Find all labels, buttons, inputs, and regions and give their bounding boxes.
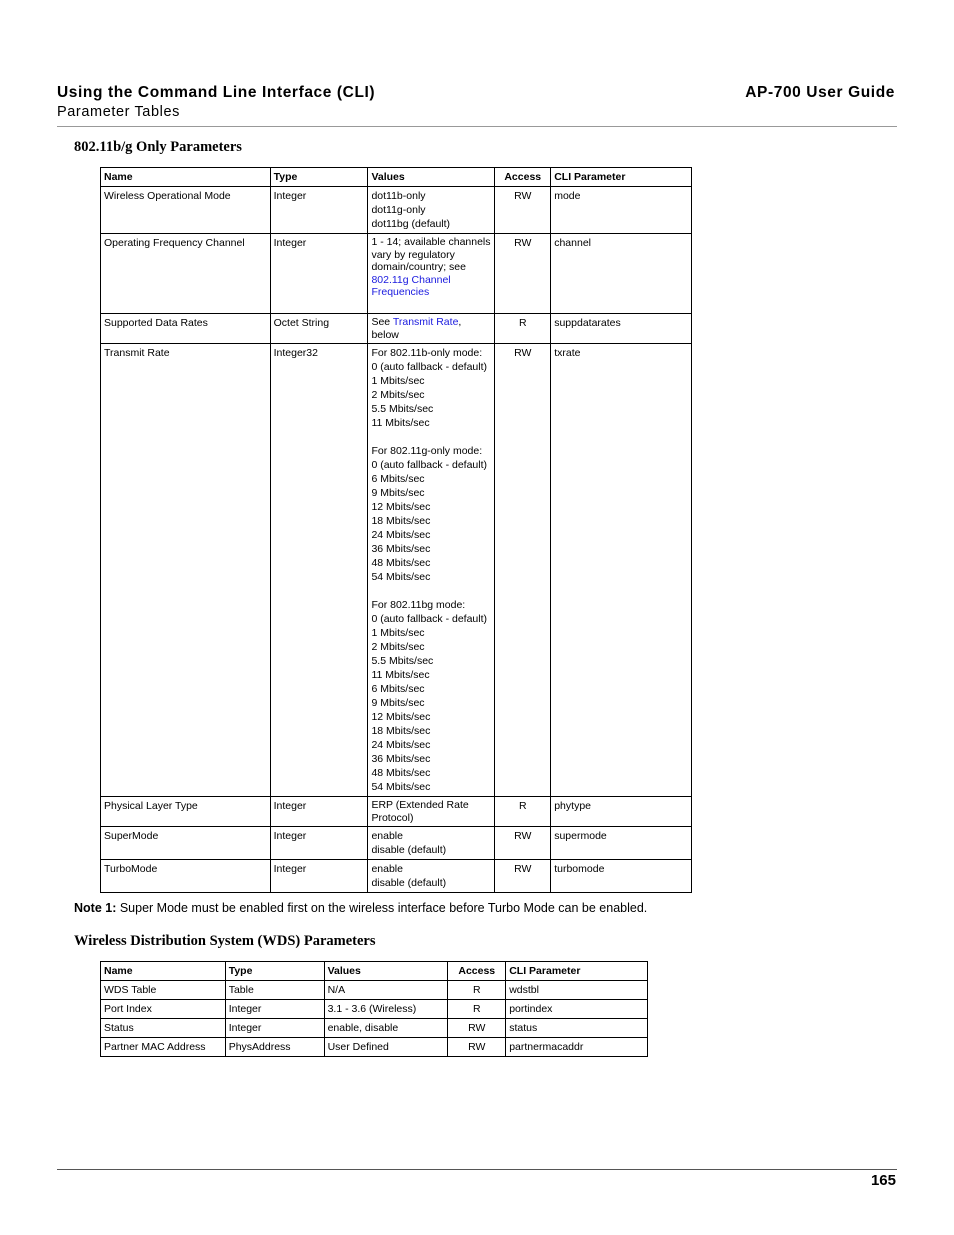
table-row: [101, 1019, 648, 1038]
cell-values: [368, 234, 495, 314]
table-row: [101, 797, 692, 827]
cell-access: R: [495, 797, 551, 827]
table-row: [101, 344, 692, 797]
cell-values: User Defined: [324, 1038, 448, 1057]
cell-cli: wdstbl: [506, 981, 648, 1000]
cell-values: ERP (Extended Rate Protocol): [368, 797, 495, 827]
table-row: [101, 314, 692, 344]
table-row: [101, 860, 692, 893]
cell-type: Integer: [270, 827, 368, 860]
column-header-type: Type: [225, 962, 324, 981]
table-row: [101, 827, 692, 860]
table-wds-parameters: [100, 961, 648, 1057]
cell-name: Operating Frequency Channel: [101, 234, 271, 314]
cell-type: Integer: [270, 187, 368, 234]
cell-values: For 802.11b-only mode: 0 (auto fallback - default) 1 Mbits/sec 2 Mbits/sec 5.5 Mbits/sec 11 Mbits/sec For 802.11g-only mode: 0 (auto fallback - default) 6 Mbits/sec 9 Mbits/sec 12 Mbits/sec 18 Mbits/sec 24 Mbits/sec 36 Mbits/sec 48 Mbits/sec 54 Mbits/sec For 802.11bg mode: 0 (auto fallback - default) 1 Mbits/sec 2 Mbits/sec 5.5 Mbits/sec 11 Mbits/sec 6 Mbits/sec 9 Mbits/sec 12 Mbits/sec 18 Mbits/sec 24 Mbits/sec 36 Mbits/sec 48 Mbits/sec 54 Mbits/sec: [368, 344, 495, 797]
cell-type: Integer32: [270, 344, 368, 797]
table2-title: Wireless Distribution System (WDS) Parameters: [74, 933, 376, 949]
cell-cli: supermode: [551, 827, 692, 860]
cell-name: SuperMode: [101, 827, 271, 860]
cell-access: R: [448, 981, 506, 1000]
cell-cli: partnermacaddr: [506, 1038, 648, 1057]
cell-access: RW: [495, 344, 551, 797]
values-text: 1 - 14; available channels vary by regulatory domain/country; see: [371, 236, 491, 273]
table-80211bg-parameters: [100, 167, 692, 893]
column-header-values: Values: [368, 168, 495, 187]
cell-type: Integer: [225, 1000, 324, 1019]
cell-access: RW: [495, 860, 551, 893]
cell-type: Integer: [270, 797, 368, 827]
cell-values: enable disable (default): [368, 860, 495, 893]
cell-name: Transmit Rate: [101, 344, 271, 797]
cell-type: Octet String: [270, 314, 368, 344]
cell-access: RW: [448, 1038, 506, 1057]
values-text: , below: [371, 316, 462, 341]
cell-values: dot11b-only dot11g-only dot11bg (default): [368, 187, 495, 234]
cell-values: 3.1 - 3.6 (Wireless): [324, 1000, 448, 1019]
note-label: Note 1:: [74, 901, 117, 915]
cell-cli: txrate: [551, 344, 692, 797]
transmit-rate-link[interactable]: Transmit Rate: [392, 316, 459, 328]
cell-cli: mode: [551, 187, 692, 234]
header-divider: [57, 126, 897, 127]
footer-divider: [57, 1169, 897, 1170]
table-row: [101, 1000, 648, 1019]
column-header-access: Access: [448, 962, 506, 981]
cell-cli: suppdatarates: [551, 314, 692, 344]
cell-values: enable disable (default): [368, 827, 495, 860]
cell-access: RW: [495, 234, 551, 314]
table-row: [101, 981, 648, 1000]
cell-cli: portindex: [506, 1000, 648, 1019]
cell-cli: phytype: [551, 797, 692, 827]
column-header-type: Type: [270, 168, 368, 187]
cell-name: Partner MAC Address: [101, 1038, 226, 1057]
cell-values: N/A: [324, 981, 448, 1000]
column-header-access: Access: [495, 168, 551, 187]
table-row: [101, 187, 692, 234]
cell-type: Integer: [270, 234, 368, 314]
page-number: 165: [870, 1172, 896, 1189]
note-text: [74, 901, 647, 915]
cell-access: R: [495, 314, 551, 344]
table-row: [101, 1038, 648, 1057]
column-header-cli: CLI Parameter: [551, 168, 692, 187]
table-row: [101, 234, 692, 314]
cell-type: PhysAddress: [225, 1038, 324, 1057]
cell-type: Table: [225, 981, 324, 1000]
cell-name: Wireless Operational Mode: [101, 187, 271, 234]
cell-name: Port Index: [101, 1000, 226, 1019]
cell-values: enable, disable: [324, 1019, 448, 1038]
cell-name: Status: [101, 1019, 226, 1038]
cell-name: Physical Layer Type: [101, 797, 271, 827]
column-header-name: Name: [101, 962, 226, 981]
cell-type: Integer: [270, 860, 368, 893]
note-body: Super Mode must be enabled first on the wireless interface before Turbo Mode can be enabled.: [116, 901, 648, 915]
column-header-values: Values: [324, 962, 448, 981]
cell-values: [368, 314, 495, 344]
cell-cli: status: [506, 1019, 648, 1038]
section-title: Parameter Tables: [57, 104, 180, 120]
chapter-title: Using the Command Line Interface (CLI): [57, 84, 376, 101]
cell-name: Supported Data Rates: [101, 314, 271, 344]
table1-title: 802.11b/g Only Parameters: [74, 139, 242, 155]
table-header-row: [101, 168, 692, 187]
cell-access: R: [448, 1000, 506, 1019]
cell-cli: channel: [551, 234, 692, 314]
table-header-row: [101, 962, 648, 981]
channel-frequencies-link[interactable]: 802.11g Channel Frequencies: [371, 273, 451, 298]
cell-access: RW: [448, 1019, 506, 1038]
cell-name: WDS Table: [101, 981, 226, 1000]
cell-access: RW: [495, 827, 551, 860]
values-text: See: [371, 316, 393, 328]
guide-title: AP-700 User Guide: [745, 84, 895, 101]
column-header-name: Name: [101, 168, 271, 187]
cell-name: TurboMode: [101, 860, 271, 893]
cell-cli: turbomode: [551, 860, 692, 893]
column-header-cli: CLI Parameter: [506, 962, 648, 981]
cell-access: RW: [495, 187, 551, 234]
cell-type: Integer: [225, 1019, 324, 1038]
